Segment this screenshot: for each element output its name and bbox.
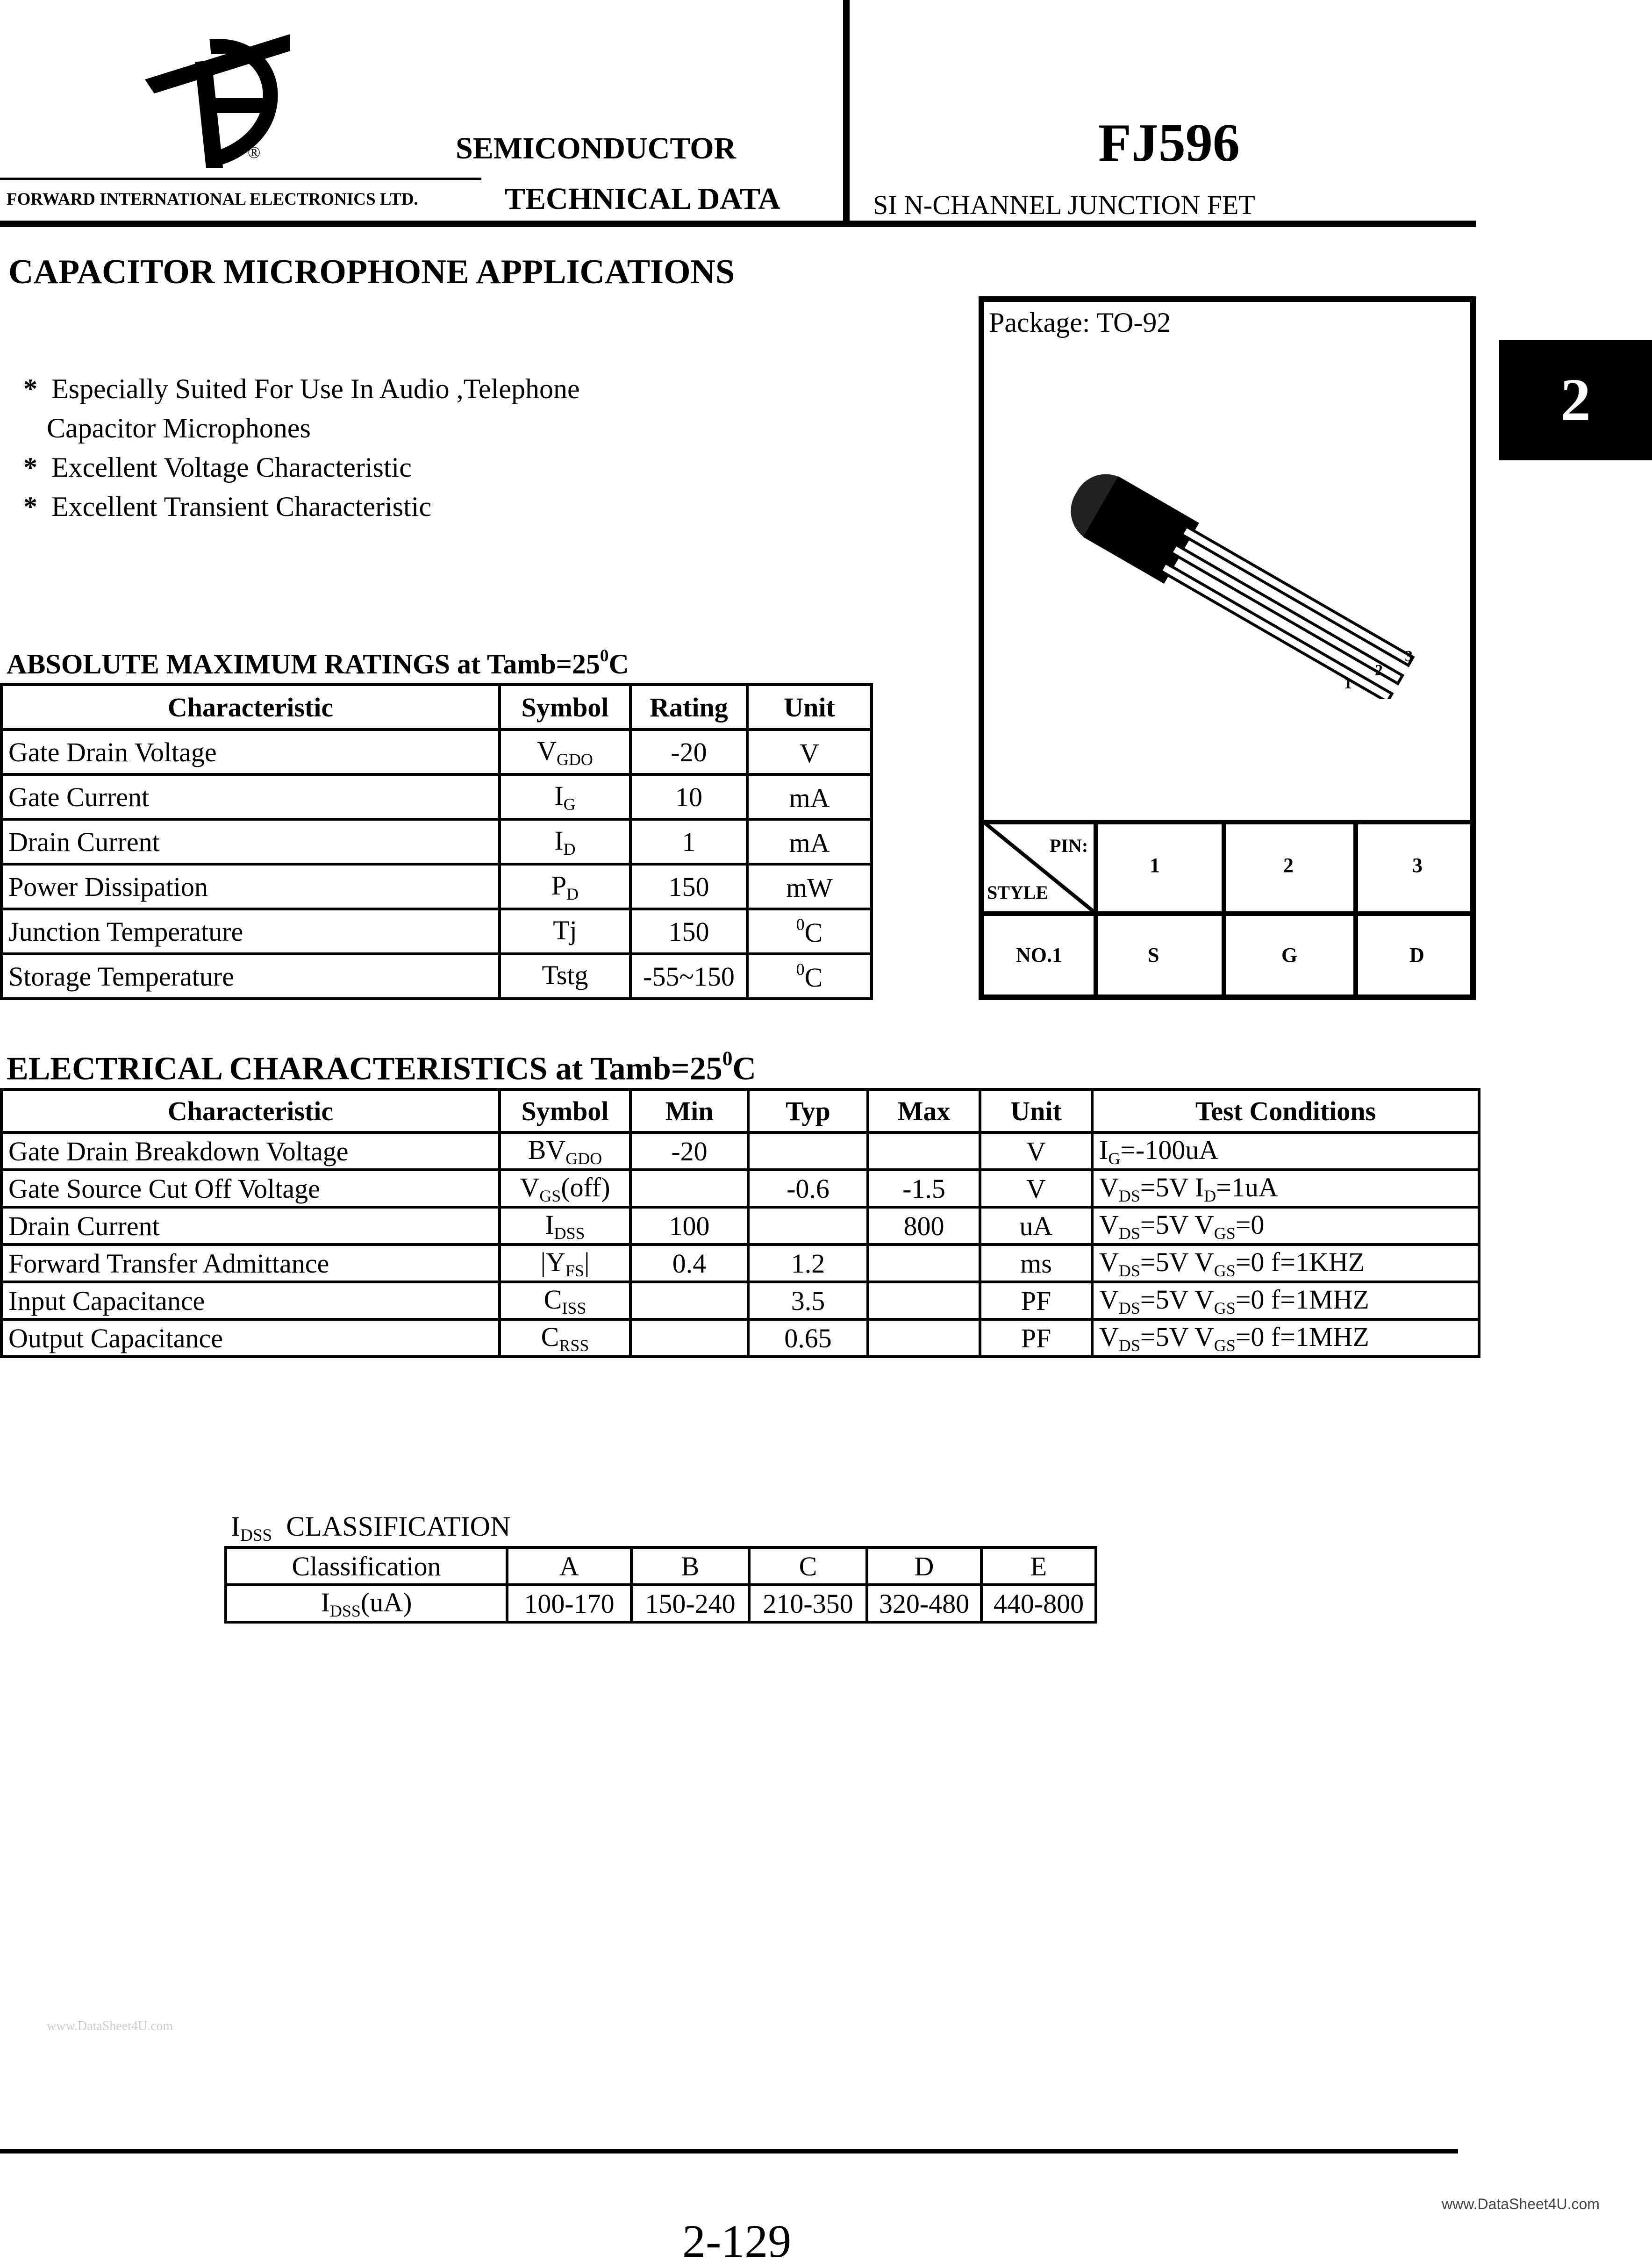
table-cell: -0.6: [748, 1170, 868, 1207]
table-cell: V: [980, 1132, 1092, 1170]
list-item: * Excellent Transient Characteristic: [23, 491, 432, 522]
table-cell: Storage Temperature: [1, 954, 500, 999]
elec-header: Typ: [748, 1089, 868, 1132]
table-cell: B: [631, 1547, 749, 1585]
table-cell: D: [867, 1547, 981, 1585]
lead-label-2: 2: [1375, 662, 1383, 679]
elec-header: Unit: [980, 1089, 1092, 1132]
table-row: [1, 1245, 1479, 1282]
elec-title: ELECTRICAL CHARACTERISTICS at $Tamb=25^0C$: [7, 1047, 756, 1087]
table-cell: $I_{DSS}(uA)$: [226, 1585, 507, 1622]
table-cell: $|Y_{FS}|$: [500, 1245, 630, 1282]
logo-mark-icon: [140, 19, 290, 168]
table-cell: $BV_{GDO}$: [500, 1132, 630, 1170]
table-cell: $C_{RSS}$: [500, 1319, 630, 1357]
table-cell: $^0$C: [747, 954, 872, 999]
table-cell: $I_D$: [500, 819, 630, 864]
list-item: * Especially Suited For Use In Audio ,Telephone: [23, 373, 580, 404]
table-cell: $V_{DS}=5V$ $I_D=1uA$: [1092, 1170, 1479, 1207]
table-cell: A: [507, 1547, 631, 1585]
table-row: [1, 1132, 1479, 1170]
table-row: [1, 819, 872, 864]
table-cell: V: [980, 1170, 1092, 1207]
table-cell: V: [747, 730, 872, 774]
table-cell: 210-350: [749, 1585, 867, 1622]
table-cell: $V_{DS}=5V$ $V_{GS}=0$: [1092, 1207, 1479, 1245]
lead-label-1: 1: [1344, 675, 1352, 692]
table-cell: -1.5: [868, 1170, 980, 1207]
table-row: [1, 730, 872, 774]
table-row: [1, 1282, 1479, 1319]
package-box: [979, 296, 1476, 1000]
table-cell: $V_{DS}=5V$ $V_{GS}=0$ f=1MHZ: [1092, 1282, 1479, 1319]
part-description: SI N-CHANNEL JUNCTION FET: [873, 190, 1255, 220]
table-cell: Junction Temperature: [1, 909, 500, 954]
pin-2-function: G: [1281, 944, 1298, 966]
table-cell: PF: [980, 1282, 1092, 1319]
table-cell: Classification: [226, 1547, 507, 1585]
package-label: Package: TO-92: [989, 307, 1171, 338]
table-cell: mA: [747, 774, 872, 819]
abs-max-header: Symbol: [500, 685, 630, 730]
table-cell: $V_{GS}(off)$: [500, 1170, 630, 1207]
pin-header: PIN:: [1050, 835, 1088, 856]
table-cell: 0.4: [630, 1245, 748, 1282]
abs-max-header: Characteristic: [1, 685, 500, 730]
pin-table-col2: [1222, 820, 1226, 1000]
table-cell: Drain Current: [1, 1207, 500, 1245]
header-divider: [843, 0, 850, 222]
table-cell: Gate Current: [1, 774, 500, 819]
table-cell: $I_G=-100uA$: [1092, 1132, 1479, 1170]
table-cell: -20: [630, 1132, 748, 1170]
table-cell: 10: [630, 774, 747, 819]
elec-table: [0, 1088, 1480, 1358]
abs-max-header: Rating: [630, 685, 747, 730]
table-cell: 1: [630, 819, 747, 864]
table-cell: 440-800: [981, 1585, 1096, 1622]
table-cell: $V_{DS}=5V$ $V_{GS}=0$ f=1KHZ: [1092, 1245, 1479, 1282]
elec-header: Max: [868, 1089, 980, 1132]
abs-max-title: ABSOLUTE MAXIMUM RATINGS at $Tamb=25^0C$: [7, 646, 629, 680]
table-cell: [748, 1207, 868, 1245]
list-item: * Excellent Voltage Characteristic: [23, 452, 412, 483]
table-cell: 150: [630, 864, 747, 909]
page-title: CAPACITOR MICROPHONE APPLICATIONS: [8, 253, 735, 291]
list-item: Capacitor Microphones: [47, 413, 311, 444]
table-cell: Tstg: [500, 954, 630, 999]
table-cell: Output Capacitance: [1, 1319, 500, 1357]
abs-max-header: Unit: [747, 685, 872, 730]
technical-data-label: TECHNICAL DATA: [505, 182, 780, 216]
table-cell: -55~150: [630, 954, 747, 999]
table-row: [1, 1319, 1479, 1357]
table-cell: 150: [630, 909, 747, 954]
table-cell: $I_G$: [500, 774, 630, 819]
table-cell: Input Capacitance: [1, 1282, 500, 1319]
header-rule-left: [0, 178, 481, 180]
table-cell: $P_D$: [500, 864, 630, 909]
lead-label-3: 3: [1405, 648, 1413, 665]
table-cell: PF: [980, 1319, 1092, 1357]
pin-2: 2: [1283, 854, 1294, 877]
page-number: 2-129: [682, 2215, 792, 2267]
table-cell: Power Dissipation: [1, 864, 500, 909]
table-cell: 800: [868, 1207, 980, 1245]
table-cell: $C_{ISS}$: [500, 1282, 630, 1319]
table-row: [1, 864, 872, 909]
table-cell: mA: [747, 819, 872, 864]
table-cell: [748, 1132, 868, 1170]
table-cell: E: [981, 1547, 1096, 1585]
table-cell: Gate Source Cut Off Voltage: [1, 1170, 500, 1207]
idss-table: [224, 1546, 1097, 1624]
pin-1-function: S: [1148, 944, 1159, 966]
table-cell: uA: [980, 1207, 1092, 1245]
pin-3: 3: [1412, 854, 1423, 877]
table-cell: $I_{DSS}$: [500, 1207, 630, 1245]
semiconductor-label: SEMICONDUCTOR: [456, 131, 737, 165]
table-cell: -20: [630, 730, 747, 774]
table-cell: mW: [747, 864, 872, 909]
table-cell: [630, 1319, 748, 1357]
table-row: [226, 1585, 1096, 1622]
table-cell: $V_{DS}=5V$ $V_{GS}=0$ f=1MHZ: [1092, 1319, 1479, 1357]
table-row: [1, 774, 872, 819]
table-cell: [868, 1319, 980, 1357]
style-name: NO.1: [1016, 944, 1062, 966]
table-cell: 150-240: [631, 1585, 749, 1622]
abs-max-table: [0, 683, 873, 1000]
table-cell: [868, 1245, 980, 1282]
pin-1: 1: [1150, 854, 1160, 877]
bullet-icon: *: [23, 452, 37, 483]
bullet-icon: *: [23, 373, 37, 404]
table-cell: Gate Drain Breakdown Voltage: [1, 1132, 500, 1170]
table-cell: [630, 1282, 748, 1319]
table-cell: 1.2: [748, 1245, 868, 1282]
table-row: [1, 1170, 1479, 1207]
table-cell: 100-170: [507, 1585, 631, 1622]
style-header: STYLE: [987, 882, 1049, 903]
elec-header: Test Conditions: [1092, 1089, 1479, 1132]
table-row: [1, 1207, 1479, 1245]
watermark-left: www.DataSheet4U.com: [47, 2019, 173, 2033]
elec-header: Min: [630, 1089, 748, 1132]
table-row: [226, 1547, 1096, 1585]
table-cell: 3.5: [748, 1282, 868, 1319]
header-rule: [0, 221, 1476, 227]
table-cell: Tj: [500, 909, 630, 954]
table-cell: Gate Drain Voltage: [1, 730, 500, 774]
watermark-right: www.DataSheet4U.com: [1442, 2196, 1600, 2212]
table-cell: $^0$C: [747, 909, 872, 954]
company-name: FORWARD INTERNATIONAL ELECTRONICS LTD.: [7, 190, 418, 209]
registered-mark: ®: [248, 143, 261, 162]
feature-list: [23, 369, 580, 526]
table-cell: $V_{GDO}$: [500, 730, 630, 774]
table-cell: ms: [980, 1245, 1092, 1282]
table-cell: [868, 1132, 980, 1170]
to92-package-icon: [1031, 456, 1452, 699]
footer-rule: [0, 2149, 1458, 2154]
table-cell: 320-480: [867, 1585, 981, 1622]
section-tab: 2: [1499, 340, 1652, 460]
table-cell: [630, 1170, 748, 1207]
bullet-icon: *: [23, 491, 37, 522]
elec-header: Characteristic: [1, 1089, 500, 1132]
part-number: FJ596: [1098, 113, 1240, 173]
table-row: [1, 954, 872, 999]
table-cell: Forward Transfer Admittance: [1, 1245, 500, 1282]
table-cell: 0.65: [748, 1319, 868, 1357]
company-logo: [140, 19, 290, 168]
table-cell: [868, 1282, 980, 1319]
pin-3-function: D: [1409, 944, 1424, 966]
table-cell: C: [749, 1547, 867, 1585]
pin-table-col3: [1353, 820, 1358, 1000]
elec-header: Symbol: [500, 1089, 630, 1132]
table-cell: Drain Current: [1, 819, 500, 864]
idss-title: $I_{DSS}$ CLASSIFICATION: [231, 1511, 511, 1545]
table-cell: 100: [630, 1207, 748, 1245]
table-row: [1, 909, 872, 954]
